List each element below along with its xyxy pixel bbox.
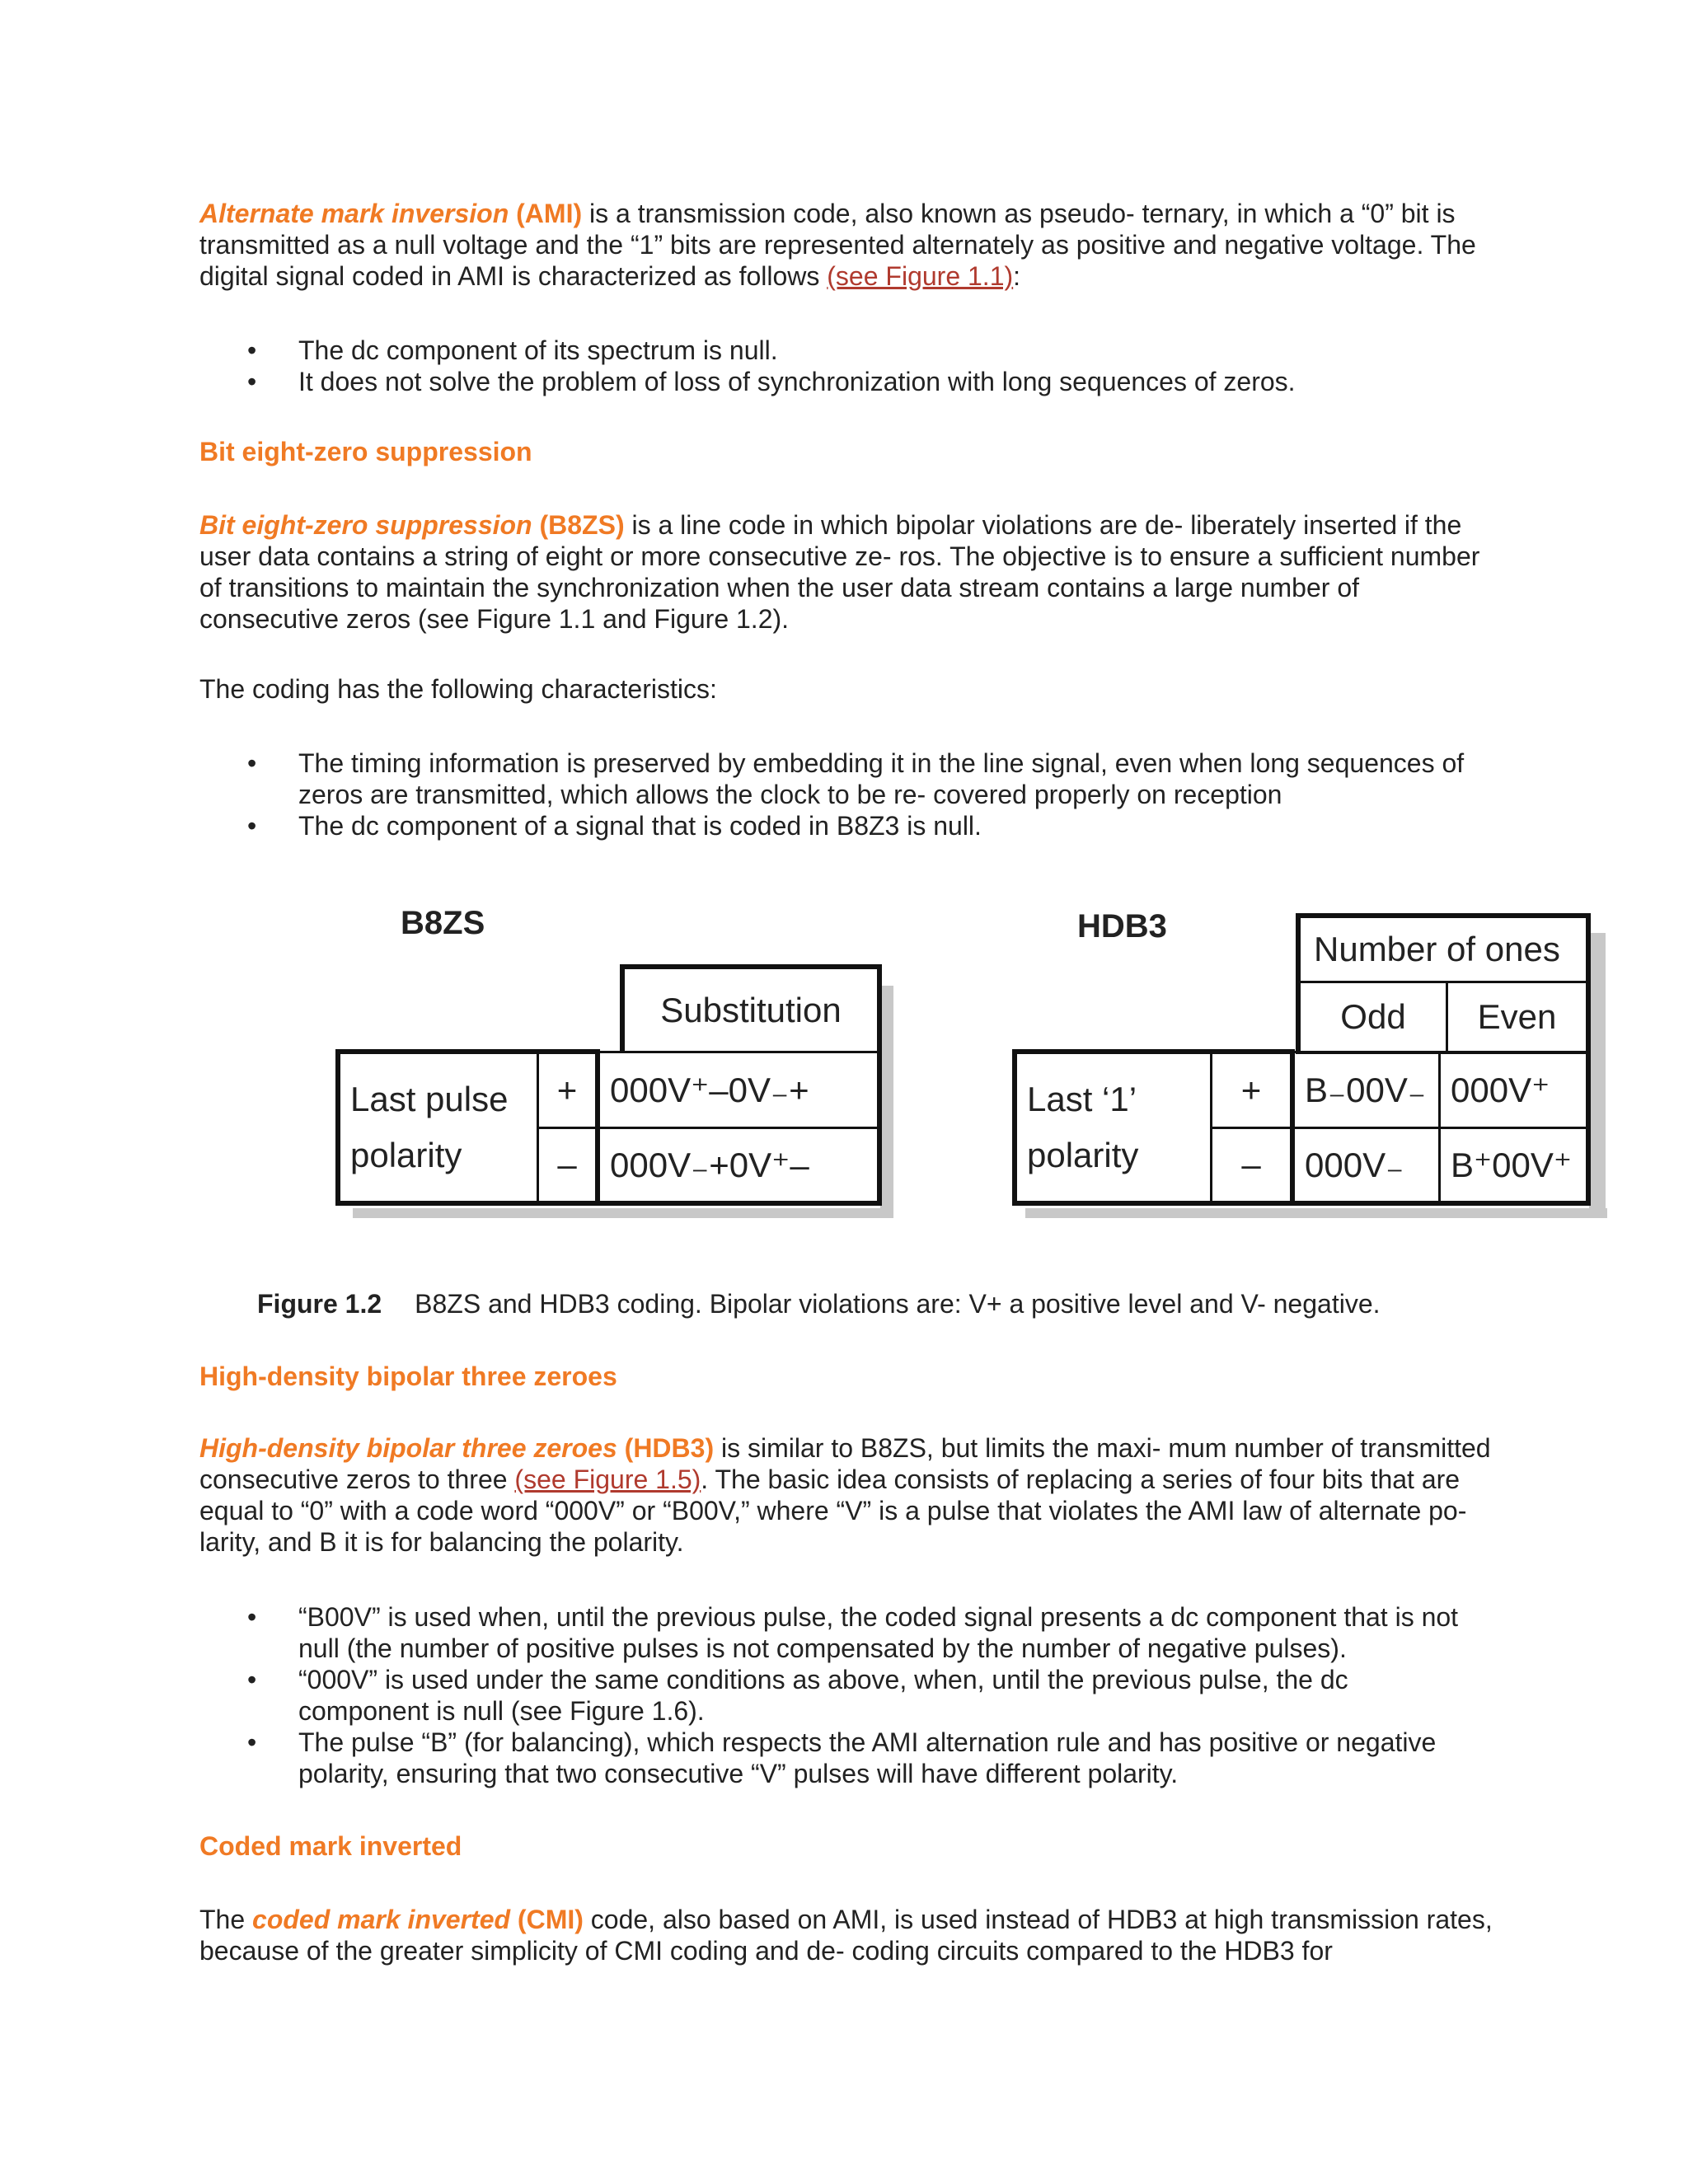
figure-caption [257, 1288, 1381, 1319]
hdb3-even-plus: 000V⁺ [1440, 1052, 1589, 1127]
cmi-paragraph [199, 1904, 1502, 1966]
caption-text: B8ZS and HDB3 coding. Bipolar violations are: V+ a positive level and V- negative. [415, 1289, 1381, 1319]
b8zs-abbr: (B8ZS) [532, 510, 625, 540]
cmi-heading: Coded mark inverted [199, 1831, 462, 1861]
hdb3-odd-minus: 000V₋ [1292, 1127, 1440, 1203]
b8zs-sign-plus: + [538, 1052, 598, 1127]
ami-paragraph [199, 198, 1502, 292]
hdb3-heading: High-density bipolar three zeroes [199, 1361, 617, 1391]
b8zs-table-shadow-side [880, 986, 893, 1218]
cmi-pre: The [199, 1905, 253, 1934]
figure-1-5-link[interactable]: (see Figure 1.5) [514, 1465, 701, 1494]
hdb3-table [1012, 1049, 1591, 1206]
hdb3-abbr: (HDB3) [617, 1433, 715, 1463]
ami-abbr: (AMI) [516, 199, 583, 228]
hdb3-sign-plus: + [1212, 1052, 1293, 1127]
figure-1-1-link[interactable]: (see Figure 1.1) [827, 261, 1014, 291]
cmi-term: coded mark inverted [252, 1905, 511, 1934]
even-column-header: Even [1447, 982, 1589, 1052]
b8zs-paragraph [199, 509, 1502, 635]
b8zs-sign-minus: – [538, 1127, 598, 1203]
cmi-abbr: (CMI) [510, 1905, 584, 1934]
hdb3-text-1: is similar to B8ZS, but limits the maxi- mum number of transmitted consecutive zeros to three [199, 1433, 1491, 1494]
list-item: • It does not solve the problem of loss of synchronization with long sequences of zeros. [199, 366, 1485, 397]
substitution-header: Substitution [622, 967, 879, 1052]
hdb3-text-2: . The basic idea consists of replacing a series of four bits that are equal to “0” with a code word “000V” or “B00V,” where “V” is a pulse that violates the AMI law of alternate po- larity, and B it is for balancing the polarity. [199, 1465, 1467, 1557]
b8zs-table [335, 1049, 882, 1206]
b8zs-text: is a line code in which bipolar violations are de- liberately inserted if the user data contains a string of eight or more consecutive ze- ros. The objective is to ensure a sufficient number of transitions to maintain the synchronization when the user data stream contains a large number of consecutive zeros (see Figure 1.1 and Figure 1.2). [199, 510, 1480, 634]
ami-end: : [1013, 261, 1021, 291]
hdb3-row-label: Last ‘1’ polarity [1015, 1052, 1212, 1203]
b8zs-header-table [620, 964, 882, 1053]
ami-term: Alternate mark inversion [199, 199, 509, 228]
coding-characteristics-text: The coding has the following characteristics: [199, 674, 717, 704]
hdb3-table-shadow-side [1589, 933, 1606, 1218]
hdb3-bullet-list [199, 1601, 1485, 1789]
hdb3-odd-plus: B₋00V₋ [1292, 1052, 1440, 1127]
list-item: • The timing information is preserved by embedding it in the line signal, even when long sequences of zeros are transmitted, which allows the clock to be re- covered properly on reception [199, 748, 1485, 810]
ami-bullet-list [199, 335, 1485, 397]
list-item: • The pulse “B” (for balancing), which respects the AMI alternation rule and has positive or negative polarity, ensuring that two consecutive “V” pulses will have different polarity. [199, 1727, 1485, 1789]
b8zs-row-label: Last pulse polarity [338, 1052, 538, 1203]
odd-column-header: Odd [1298, 982, 1447, 1052]
b8zs-table-shadow [353, 1208, 893, 1218]
ami-text: is a transmission code, also known as pseudo- ternary, in which a “0” bit is transmitted as a null voltage and the “1” bits are represented alternately as positive and negative voltage. The digital signal coded in AMI is characterized as follows [199, 199, 1476, 291]
hdb3-even-minus: B⁺00V⁺ [1440, 1127, 1589, 1203]
list-item: • The dc component of its spectrum is null. [199, 335, 1485, 366]
hdb3-table-shadow [1025, 1208, 1607, 1218]
number-of-ones-header: Number of ones [1298, 916, 1588, 982]
caption-label: Figure 1.2 [257, 1289, 382, 1319]
list-item: • “000V” is used under the same conditions as above, when, until the previous pulse, the dc component is null (see Figure 1.6). [199, 1664, 1485, 1727]
hdb3-paragraph [199, 1432, 1502, 1558]
b8zs-value-minus: 000V₋+0V⁺– [598, 1127, 879, 1203]
b8zs-term: Bit eight-zero suppression [199, 510, 532, 540]
list-item: • The dc component of a signal that is coded in B8Z3 is null. [199, 810, 1485, 841]
list-item: • “B00V” is used when, until the previous pulse, the coded signal presents a dc component that is not null (the number of positive pulses is not compensated by the number of negative pulses). [199, 1601, 1485, 1664]
b8zs-value-plus: 000V⁺–0V₋+ [598, 1052, 879, 1127]
hdb3-header-table [1296, 913, 1591, 1054]
cmi-text: code, also based on AMI, is used instead of HDB3 at high transmission rates, because of the greater simplicity of CMI coding and de- coding circuits compared to the HDB3 for [199, 1905, 1493, 1966]
b8zs-figure-title: B8ZS [401, 905, 485, 941]
b8zs-heading: Bit eight-zero suppression [199, 437, 532, 466]
hdb3-term: High-density bipolar three zeroes [199, 1433, 617, 1463]
hdb3-sign-minus: – [1212, 1127, 1293, 1203]
hdb3-figure-title: HDB3 [1077, 908, 1167, 944]
characteristics-bullet-list [199, 748, 1485, 841]
